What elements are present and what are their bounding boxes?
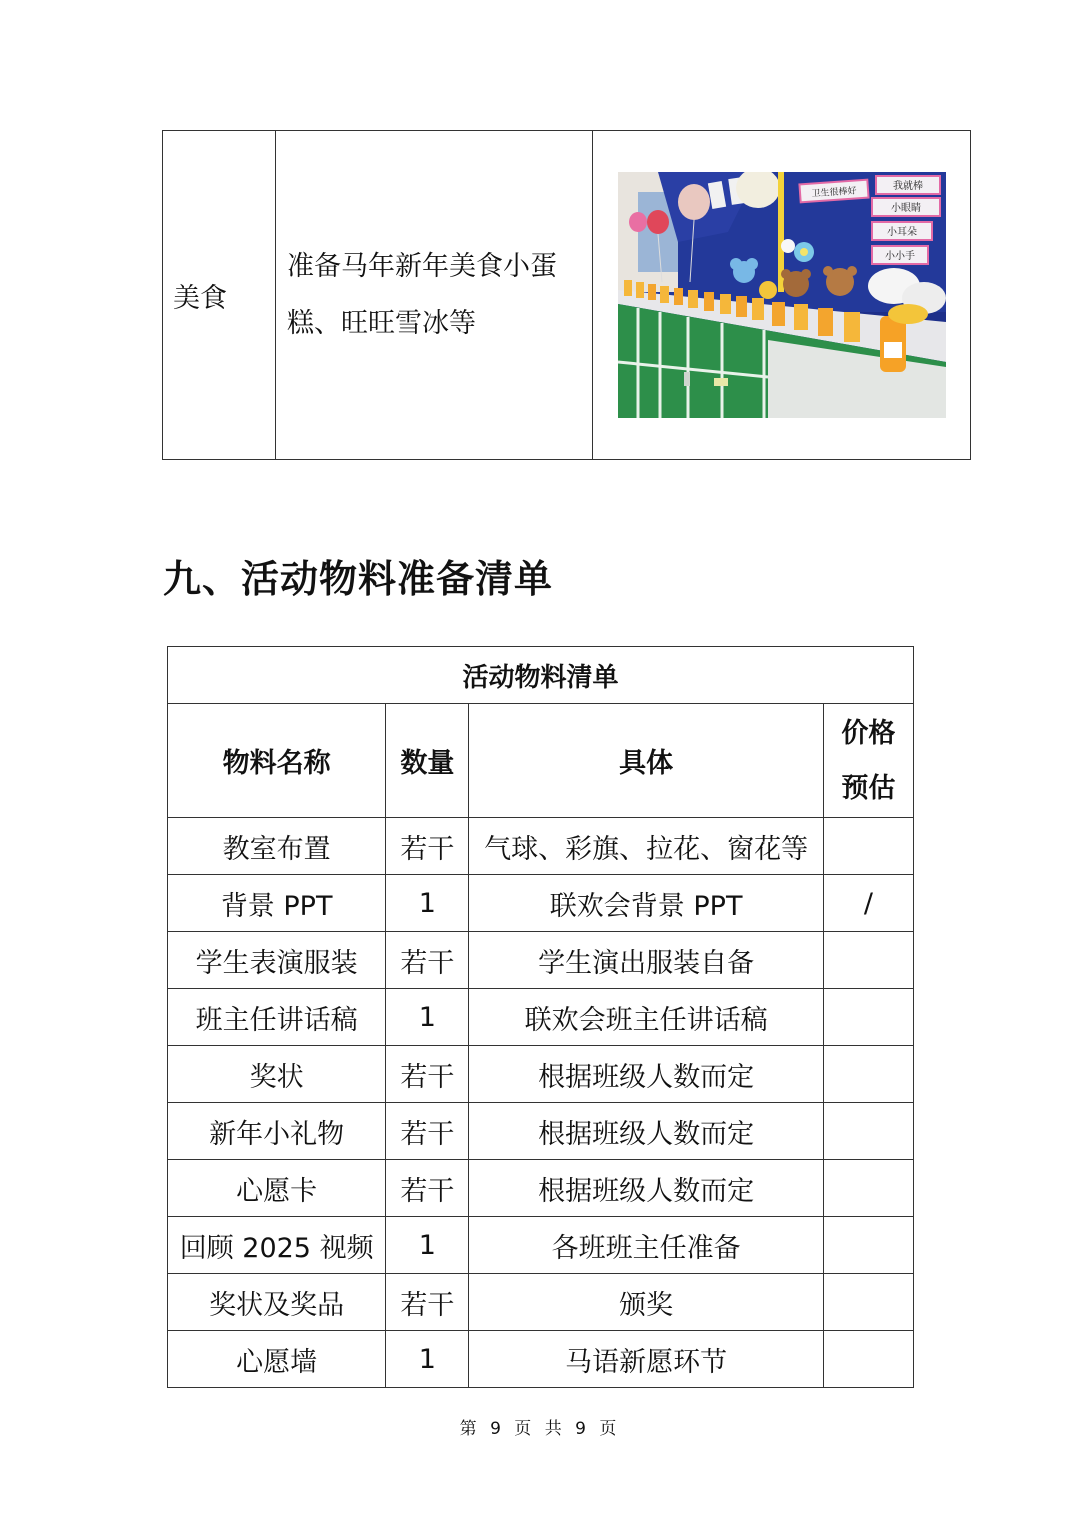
sign-text-3: 小眼睛 xyxy=(890,203,921,214)
sign-text-4: 小耳朵 xyxy=(886,227,917,238)
food-category: 美食 xyxy=(173,282,227,314)
food-row xyxy=(163,131,971,460)
cell-detail: 学生演出服装自备 xyxy=(469,932,823,989)
header-detail: 具体 xyxy=(469,704,823,818)
food-category-cell xyxy=(163,131,276,460)
cell-detail: 各班班主任准备 xyxy=(469,1217,823,1274)
cell-qty: 若干 xyxy=(386,1274,469,1331)
cell-name: 学生表演服装 xyxy=(168,932,386,989)
cell-name: 班主任讲话稿 xyxy=(168,989,386,1046)
classroom-photo-illustration xyxy=(618,172,946,418)
cell-name: 教室布置 xyxy=(168,818,386,875)
header-name: 物料名称 xyxy=(168,704,386,818)
cell-qty: 若干 xyxy=(386,1046,469,1103)
cell-name: 奖状 xyxy=(168,1046,386,1103)
cell-name: 新年小礼物 xyxy=(168,1103,386,1160)
header-price-line1: 价格 xyxy=(841,717,896,749)
cell-qty: 1 xyxy=(386,989,469,1046)
section-heading: 九、活动物料准备清单 xyxy=(163,557,554,601)
cell-detail: 根据班级人数而定 xyxy=(469,1103,823,1160)
cell-name: 奖状及奖品 xyxy=(168,1274,386,1331)
materials-table xyxy=(167,646,914,1388)
cell-qty: 1 xyxy=(386,1331,469,1388)
sign-text-1: 我就棒 xyxy=(892,181,923,192)
cell-detail: 联欢会背景 PPT xyxy=(469,875,823,932)
cell-detail: 根据班级人数而定 xyxy=(469,1046,823,1103)
header-qty: 数量 xyxy=(386,704,469,818)
cell-price xyxy=(823,1103,913,1160)
table-row xyxy=(168,875,914,932)
cell-name: 回顾 2025 视频 xyxy=(168,1217,386,1274)
cell-detail: 气球、彩旗、拉花、窗花等 xyxy=(469,818,823,875)
cell-name: 心愿墙 xyxy=(168,1331,386,1388)
food-description: 准备马年新年美食小蛋糕、旺旺雪冰等 xyxy=(287,251,557,339)
cell-price xyxy=(823,1331,913,1388)
cell-detail: 马语新愿环节 xyxy=(469,1331,823,1388)
materials-caption-row xyxy=(168,647,914,704)
sign-text-2: 卫生很棒好 xyxy=(810,186,857,200)
materials-header-row xyxy=(168,704,914,818)
cell-qty: 若干 xyxy=(386,1103,469,1160)
cell-price xyxy=(823,1217,913,1274)
cell-detail: 根据班级人数而定 xyxy=(469,1160,823,1217)
cell-qty: 1 xyxy=(386,1217,469,1274)
table-row xyxy=(168,818,914,875)
cell-price xyxy=(823,1046,913,1103)
table-row xyxy=(168,1274,914,1331)
table-row xyxy=(168,989,914,1046)
table-row xyxy=(168,1160,914,1217)
food-photo-cell xyxy=(593,131,971,460)
cell-qty: 若干 xyxy=(386,1160,469,1217)
food-description-cell xyxy=(276,131,593,460)
materials-caption: 活动物料清单 xyxy=(168,647,914,704)
table-row xyxy=(168,932,914,989)
cell-price: / xyxy=(823,875,913,932)
table-row xyxy=(168,1046,914,1103)
page-footer: 第 9 页 共 9 页 xyxy=(459,1419,621,1439)
table-row xyxy=(168,1217,914,1274)
table-row xyxy=(168,1103,914,1160)
cell-price xyxy=(823,932,913,989)
cell-price xyxy=(823,818,913,875)
header-price-line2: 预估 xyxy=(841,772,896,804)
cell-qty: 若干 xyxy=(386,818,469,875)
sign-text-5: 小小手 xyxy=(884,251,915,262)
cell-price xyxy=(823,989,913,1046)
cell-detail: 联欢会班主任讲话稿 xyxy=(469,989,823,1046)
classroom-photo xyxy=(618,172,946,418)
cell-price xyxy=(823,1274,913,1331)
table-row xyxy=(168,1331,914,1388)
cell-detail: 颁奖 xyxy=(469,1274,823,1331)
cell-qty: 1 xyxy=(386,875,469,932)
cell-name: 背景 PPT xyxy=(168,875,386,932)
header-price xyxy=(823,704,913,818)
cell-name: 心愿卡 xyxy=(168,1160,386,1217)
cell-price xyxy=(823,1160,913,1217)
cell-qty: 若干 xyxy=(386,932,469,989)
food-table xyxy=(162,130,971,460)
